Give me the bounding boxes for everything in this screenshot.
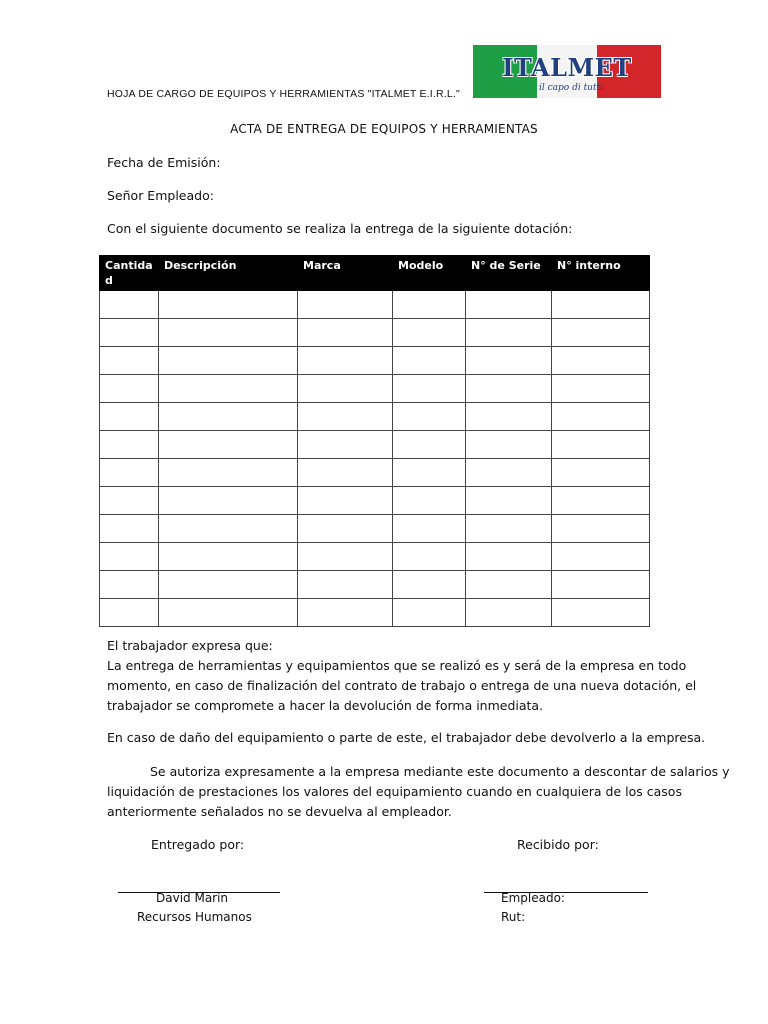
logo-slogan: il capo di tutti [539, 83, 604, 93]
table-cell[interactable] [393, 487, 466, 515]
table-cell[interactable] [552, 375, 650, 403]
col-marca: Marca [298, 256, 393, 291]
table-cell[interactable] [298, 403, 393, 431]
table-cell[interactable] [393, 571, 466, 599]
table-cell[interactable] [393, 459, 466, 487]
table-cell[interactable] [159, 347, 298, 375]
damage-paragraph: En caso de daño del equipamiento o parte de este, el trabajador debe devolverlo a la empresa. [107, 730, 706, 745]
table-cell[interactable] [466, 515, 552, 543]
table-cell[interactable] [100, 319, 159, 347]
document-title: ACTA DE ENTREGA DE EQUIPOS Y HERRAMIENTAS [230, 122, 538, 136]
table-cell[interactable] [466, 291, 552, 319]
table-cell[interactable] [298, 515, 393, 543]
table-cell[interactable] [159, 487, 298, 515]
table-cell[interactable] [466, 459, 552, 487]
table-cell[interactable] [552, 319, 650, 347]
statement-line: trabajador se compromete a hacer la devolución de forma inmediata. [107, 698, 544, 713]
authorization-line: Se autoriza expresamente a la empresa mediante este documento a descontar de salarios y [150, 764, 730, 779]
table-cell[interactable] [393, 291, 466, 319]
statement-line: momento, en caso de finalización del contrato de trabajo o entrega de una nueva dotación, el [107, 678, 697, 693]
table-cell[interactable] [298, 291, 393, 319]
col-numero-interno: N° interno [552, 256, 650, 291]
col-modelo: Modelo [393, 256, 466, 291]
col-numero-serie: N° de Serie [466, 256, 552, 291]
table-row [100, 403, 650, 431]
table-cell[interactable] [159, 459, 298, 487]
table-row [100, 487, 650, 515]
table-cell[interactable] [159, 515, 298, 543]
table-cell[interactable] [466, 319, 552, 347]
statement-line: La entrega de herramientas y equipamientos que se realizó es y será de la empresa en todo [107, 658, 687, 673]
table-row [100, 319, 650, 347]
col-descripcion: Descripción [159, 256, 298, 291]
table-cell[interactable] [552, 347, 650, 375]
receiver-name-label: Empleado: [501, 891, 565, 905]
table-cell[interactable] [298, 319, 393, 347]
table-cell[interactable] [466, 543, 552, 571]
table-cell[interactable] [393, 543, 466, 571]
table-cell[interactable] [298, 571, 393, 599]
table-cell[interactable] [298, 375, 393, 403]
table-cell[interactable] [552, 459, 650, 487]
table-cell[interactable] [552, 487, 650, 515]
table-cell[interactable] [159, 319, 298, 347]
deliverer-name: David Marin [156, 891, 229, 905]
table-cell[interactable] [100, 543, 159, 571]
table-cell[interactable] [100, 571, 159, 599]
table-cell[interactable] [298, 543, 393, 571]
table-row [100, 291, 650, 319]
deliverer-role: Recursos Humanos [137, 910, 252, 924]
table-cell[interactable] [466, 347, 552, 375]
table-cell[interactable] [100, 599, 159, 627]
table-cell[interactable] [552, 291, 650, 319]
table-cell[interactable] [100, 515, 159, 543]
delivered-by-label: Entregado por: [151, 837, 245, 852]
table-cell[interactable] [552, 543, 650, 571]
document-header: HOJA DE CARGO DE EQUIPOS Y HERRAMIENTAS "ITALMET E.I.R.L." [107, 88, 460, 100]
table-row [100, 347, 650, 375]
table-cell[interactable] [100, 487, 159, 515]
table-cell[interactable] [552, 431, 650, 459]
table-cell[interactable] [393, 431, 466, 459]
logo-brand-text: ITALMET [502, 53, 632, 82]
table-cell[interactable] [466, 571, 552, 599]
table-cell[interactable] [159, 431, 298, 459]
authorization-line: liquidación de prestaciones los valores del equipamiento cuando en cualquiera de los casos [107, 784, 682, 799]
table-row [100, 543, 650, 571]
table-cell[interactable] [393, 347, 466, 375]
received-by-label: Recibido por: [517, 837, 599, 852]
table-cell[interactable] [298, 347, 393, 375]
authorization-paragraph [107, 762, 729, 822]
table-cell[interactable] [159, 571, 298, 599]
table-cell[interactable] [393, 375, 466, 403]
table-cell[interactable] [100, 431, 159, 459]
table-cell[interactable] [466, 599, 552, 627]
table-row [100, 571, 650, 599]
table-cell[interactable] [298, 599, 393, 627]
table-cell[interactable] [393, 319, 466, 347]
intro-text: Con el siguiente documento se realiza la entrega de la siguiente dotación: [107, 221, 573, 236]
table-cell[interactable] [100, 291, 159, 319]
table-cell[interactable] [466, 403, 552, 431]
table-cell[interactable] [159, 291, 298, 319]
table-body [100, 291, 650, 627]
table-header-row [100, 256, 650, 291]
table-cell[interactable] [100, 459, 159, 487]
table-cell[interactable] [393, 599, 466, 627]
table-cell[interactable] [298, 459, 393, 487]
table-cell[interactable] [552, 515, 650, 543]
worker-statement [107, 636, 696, 716]
authorization-line: anteriormente señalados no se devuelva al empleador. [107, 804, 452, 819]
table-cell[interactable] [100, 375, 159, 403]
table-cell[interactable] [298, 431, 393, 459]
col-cantidad: Cantida d [100, 256, 159, 291]
table-row [100, 515, 650, 543]
table-cell[interactable] [159, 599, 298, 627]
table-cell[interactable] [159, 403, 298, 431]
table-row [100, 375, 650, 403]
table-cell[interactable] [466, 431, 552, 459]
table-row [100, 459, 650, 487]
table-cell[interactable] [100, 347, 159, 375]
table-row [100, 599, 650, 627]
table-cell[interactable] [466, 375, 552, 403]
table-cell[interactable] [159, 375, 298, 403]
table-cell[interactable] [552, 403, 650, 431]
table-cell[interactable] [100, 403, 159, 431]
table-row [100, 431, 650, 459]
table-cell[interactable] [298, 487, 393, 515]
receiver-rut-label: Rut: [501, 910, 526, 924]
equipment-table [99, 255, 650, 627]
senor-empleado-label: Señor Empleado: [107, 188, 214, 203]
table-cell[interactable] [393, 515, 466, 543]
table-cell[interactable] [466, 487, 552, 515]
fecha-emision-label: Fecha de Emisión: [107, 155, 221, 170]
table-cell[interactable] [159, 543, 298, 571]
table-cell[interactable] [552, 599, 650, 627]
table-cell[interactable] [393, 403, 466, 431]
italmet-logo [473, 45, 661, 98]
table-cell[interactable] [552, 571, 650, 599]
statement-heading: El trabajador expresa que: [107, 638, 273, 653]
